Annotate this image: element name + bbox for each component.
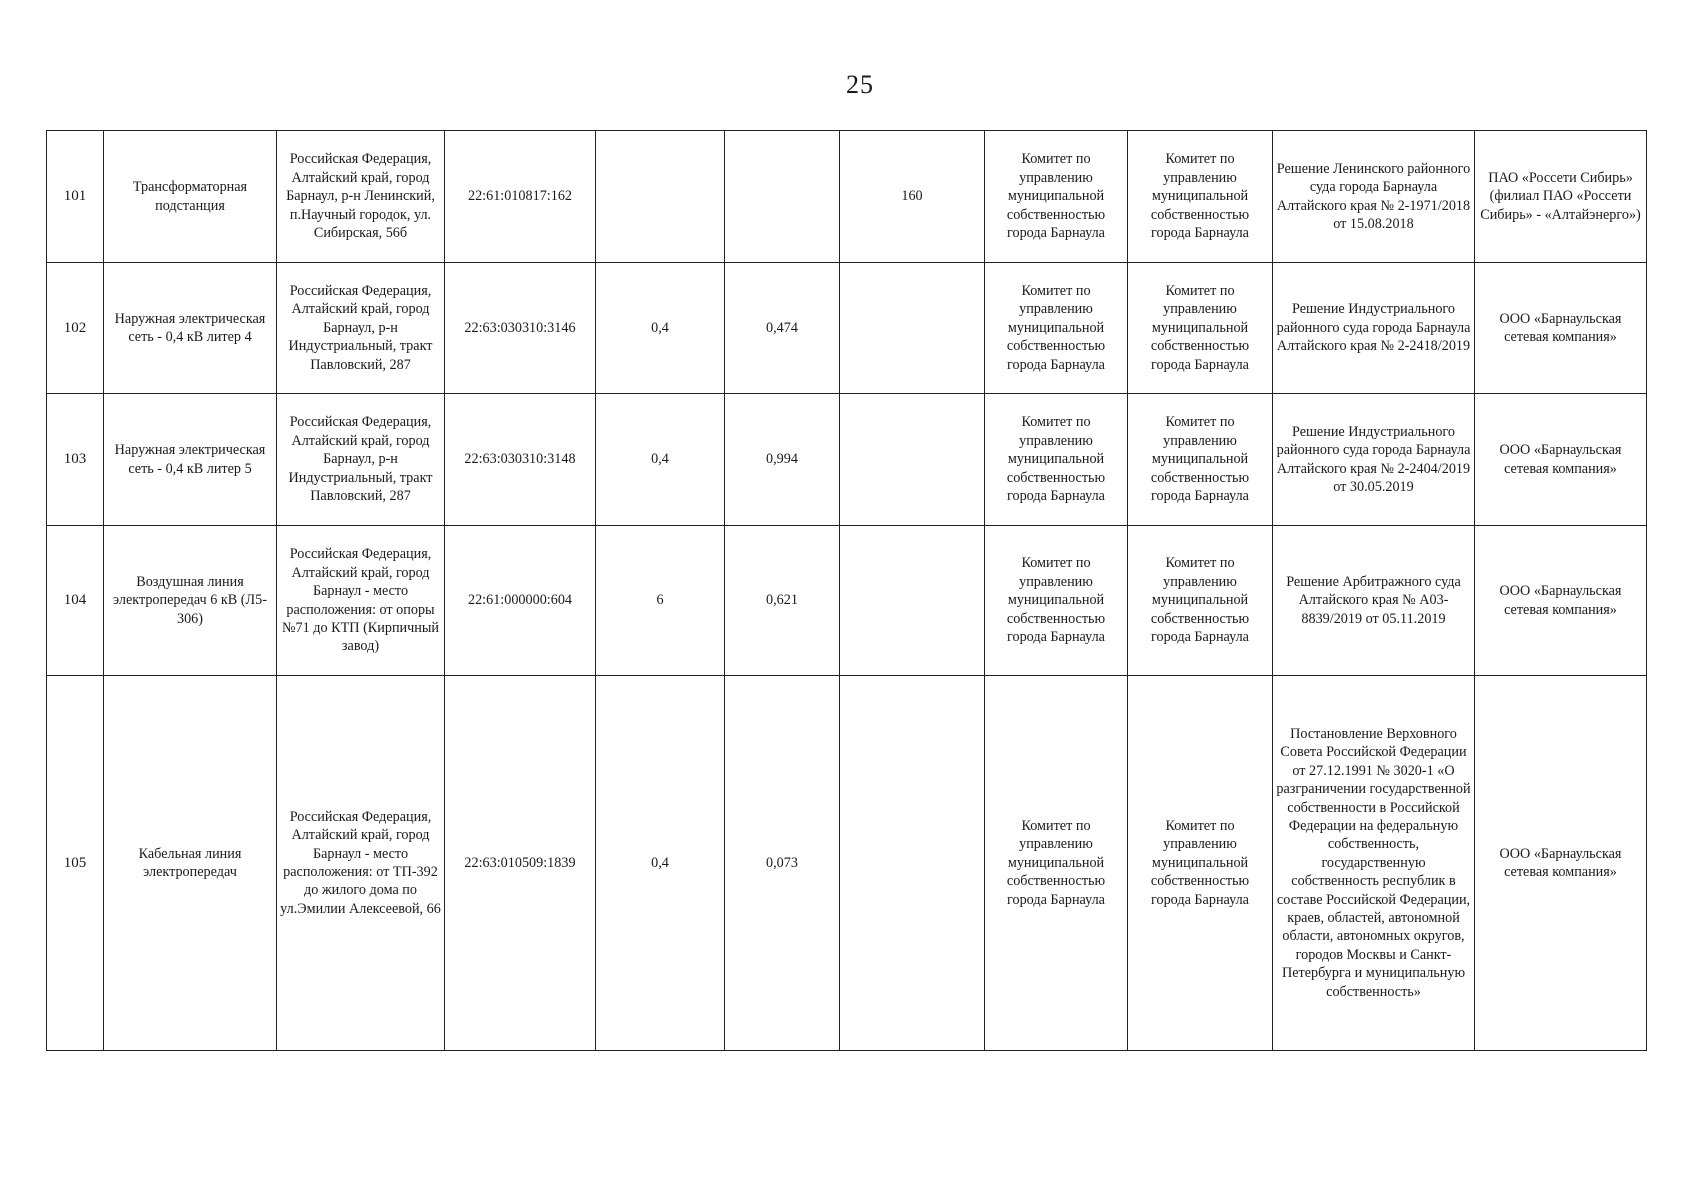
object-name: Трансформаторная подстанция xyxy=(104,131,277,263)
legal-basis: Решение Индустриального районного суда города Барнаула Алтайского края № 2-2418/2019 xyxy=(1273,263,1475,394)
object-name: Наружная электрическая сеть - 0,4 кВ литер 4 xyxy=(104,263,277,394)
operator: ПАО «Россети Сибирь» (филиал ПАО «Россети Сибирь» - «Алтайэнерго») xyxy=(1475,131,1647,263)
holder: Комитет по управлению муниципальной собственностью города Барнаула xyxy=(1128,131,1273,263)
object-address: Российская Федерация, Алтайский край, город Барнаул - место расположения: от ТП-392 до жилого дома по ул.Эмилии Алексеевой, 66 xyxy=(277,676,445,1051)
area-sqm xyxy=(840,526,985,676)
cadastral-number: 22:63:010509:1839 xyxy=(445,676,596,1051)
object-address: Российская Федерация, Алтайский край, город Барнаул, р-н Ленинский, п.Научный городок, ул. Сибирская, 56б xyxy=(277,131,445,263)
owner: Комитет по управлению муниципальной собственностью города Барнаула xyxy=(985,526,1128,676)
voltage-kv xyxy=(596,131,725,263)
object-address: Российская Федерация, Алтайский край, город Барнаул, р-н Индустриальный, тракт Павловский, 287 xyxy=(277,263,445,394)
area-sqm xyxy=(840,263,985,394)
object-address: Российская Федерация, Алтайский край, город Барнаул - место расположения: от опоры №71 до КТП (Кирпичный завод) xyxy=(277,526,445,676)
operator: ООО «Барнаульская сетевая компания» xyxy=(1475,263,1647,394)
holder: Комитет по управлению муниципальной собственностью города Барнаула xyxy=(1128,263,1273,394)
cadastral-number: 22:61:000000:604 xyxy=(445,526,596,676)
page-number: 25 xyxy=(846,70,874,99)
length-km: 0,073 xyxy=(725,676,840,1051)
area-sqm: 160 xyxy=(840,131,985,263)
owner: Комитет по управлению муниципальной собственностью города Барнаула xyxy=(985,394,1128,526)
length-km: 0,474 xyxy=(725,263,840,394)
row-index: 104 xyxy=(47,526,104,676)
table-row xyxy=(47,676,1647,1051)
area-sqm xyxy=(840,394,985,526)
length-km: 0,994 xyxy=(725,394,840,526)
table-row xyxy=(47,526,1647,676)
voltage-kv: 0,4 xyxy=(596,263,725,394)
object-name: Кабельная линия электропередач xyxy=(104,676,277,1051)
holder: Комитет по управлению муниципальной собственностью города Барнаула xyxy=(1128,676,1273,1051)
holder: Комитет по управлению муниципальной собственностью города Барнаула xyxy=(1128,526,1273,676)
owner: Комитет по управлению муниципальной собственностью города Барнаула xyxy=(985,263,1128,394)
object-name: Воздушная линия электропередач 6 кВ (Л5-306) xyxy=(104,526,277,676)
legal-basis: Постановление Верховного Совета Российской Федерации от 27.12.1991 № 3020-1 «О разграничении государственной собственности в Российской Федерации на федеральную собственность, государственную собственность республик в составе Российской Федерации, краев, областей, автономной области, автономных округов, городов Москвы и Санкт-Петербурга и муниципальную собственность» xyxy=(1273,676,1475,1051)
legal-basis: Решение Арбитражного суда Алтайского края № А03-8839/2019 от 05.11.2019 xyxy=(1273,526,1475,676)
row-index: 101 xyxy=(47,131,104,263)
object-address: Российская Федерация, Алтайский край, город Барнаул, р-н Индустриальный, тракт Павловский, 287 xyxy=(277,394,445,526)
property-registry-table xyxy=(46,130,1647,1051)
cadastral-number: 22:63:030310:3148 xyxy=(445,394,596,526)
operator: ООО «Барнаульская сетевая компания» xyxy=(1475,526,1647,676)
owner: Комитет по управлению муниципальной собственностью города Барнаула xyxy=(985,131,1128,263)
row-index: 103 xyxy=(47,394,104,526)
voltage-kv: 0,4 xyxy=(596,394,725,526)
holder: Комитет по управлению муниципальной собственностью города Барнаула xyxy=(1128,394,1273,526)
legal-basis: Решение Ленинского районного суда города Барнаула Алтайского края № 2-1971/2018 от 15.08.2018 xyxy=(1273,131,1475,263)
table-row xyxy=(47,131,1647,263)
table-row xyxy=(47,263,1647,394)
object-name: Наружная электрическая сеть - 0,4 кВ литер 5 xyxy=(104,394,277,526)
row-index: 102 xyxy=(47,263,104,394)
voltage-kv: 6 xyxy=(596,526,725,676)
operator: ООО «Барнаульская сетевая компания» xyxy=(1475,394,1647,526)
cadastral-number: 22:61:010817:162 xyxy=(445,131,596,263)
operator: ООО «Барнаульская сетевая компания» xyxy=(1475,676,1647,1051)
cadastral-number: 22:63:030310:3146 xyxy=(445,263,596,394)
table-row xyxy=(47,394,1647,526)
length-km xyxy=(725,131,840,263)
owner: Комитет по управлению муниципальной собственностью города Барнаула xyxy=(985,676,1128,1051)
legal-basis: Решение Индустриального районного суда города Барнаула Алтайского края № 2-2404/2019 от 30.05.2019 xyxy=(1273,394,1475,526)
length-km: 0,621 xyxy=(725,526,840,676)
voltage-kv: 0,4 xyxy=(596,676,725,1051)
area-sqm xyxy=(840,676,985,1051)
row-index: 105 xyxy=(47,676,104,1051)
